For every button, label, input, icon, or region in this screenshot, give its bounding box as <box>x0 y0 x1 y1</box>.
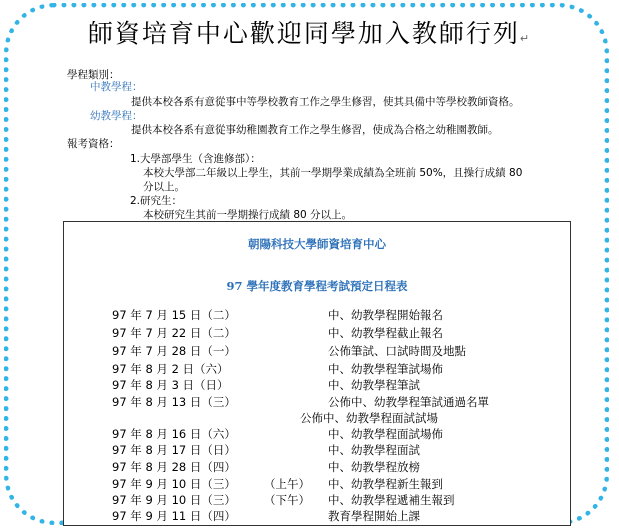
schedule-row <box>112 492 455 508</box>
eligibility-head-graduate: 2.研究生： <box>130 195 183 207</box>
schedule-event: 中、幼教學程筆試 <box>328 378 420 392</box>
schedule-note: （下午） <box>264 493 310 507</box>
schedule-date: 97 年 8 月 2 日（六） <box>112 362 229 376</box>
schedule-event: 中、幼教學程截止報名 <box>328 326 443 340</box>
page-title: 師資培育中心歡迎同學加入教師行列↵ <box>87 19 532 48</box>
schedule-row <box>112 508 420 524</box>
program-name-secondary: 中教學程： <box>90 81 143 93</box>
schedule-row <box>112 442 420 458</box>
schedule-row <box>112 459 420 475</box>
schedule-event: 中、幼教學程開始報名 <box>328 308 443 322</box>
eligibility-line: 本校研究生其前一學期操行成績 80 分以上。 <box>143 209 353 221</box>
eligibility-head-undergrad: 1.大學部學生（含進修部）： <box>130 153 261 165</box>
schedule-row <box>112 426 443 442</box>
schedule-event: 中、幼教學程遞補生報到 <box>328 493 455 507</box>
schedule-row <box>112 325 443 341</box>
schedule-date: 97 年 8 月 16 日（六） <box>112 427 236 441</box>
schedule-date: 97 年 9 月 11 日（四） <box>112 509 236 523</box>
schedule-row <box>112 394 489 410</box>
schedule-date: 97 年 8 月 28 日（四） <box>112 460 236 474</box>
box-subheading: 97 學年度教育學程考試預定日程表 <box>226 279 408 293</box>
schedule-date: 97 年 8 月 13 日（三） <box>112 395 236 409</box>
eligibility-label: 報考資格： <box>67 138 120 150</box>
schedule-date: 97 年 7 月 28 日（一） <box>112 344 236 358</box>
schedule-note: （上午） <box>264 477 310 491</box>
program-types-label: 學程類別： <box>67 69 120 81</box>
schedule-date: 97 年 9 月 10 日（三） <box>112 477 236 491</box>
schedule-row <box>112 377 420 393</box>
schedule-event: 中、幼教學程放榜 <box>328 460 420 474</box>
box-heading: 朝陽科技大學師資培育中心 <box>248 237 386 251</box>
schedule-row <box>112 343 466 359</box>
schedule-date: 97 年 9 月 10 日（三） <box>112 493 236 507</box>
schedule-date: 97 年 7 月 15 日（二） <box>112 308 236 322</box>
schedule-event: 公佈筆試、口試時間及地點 <box>328 344 466 358</box>
schedule-box <box>63 221 571 526</box>
schedule-date: 97 年 8 月 3 日（日） <box>112 378 229 392</box>
schedule-date: 97 年 7 月 22 日（二） <box>112 326 236 340</box>
schedule-event-secondary: 公佈中、幼教學程面試試場 <box>300 411 438 425</box>
schedule-event: 中、幼教學程筆試場佈 <box>328 362 443 376</box>
eligibility-line: 本校大學部二年級以上學生，其前一學期學業成績為全班前 50%，且操行成績 80 <box>143 167 523 179</box>
schedule-date: 97 年 8 月 17 日（日） <box>112 443 236 457</box>
schedule-event: 公佈中、幼教學程筆試通過名單 <box>328 395 489 409</box>
program-desc-kindergarten: 提供本校各系有意從事幼稚園教育工作之學生修習，使成為合格之幼稚園教師。 <box>131 124 499 136</box>
schedule-row <box>112 307 443 323</box>
program-desc-secondary: 提供本校各系有意從事中等學校教育工作之學生修習，使其具備中等學校教師資格。 <box>131 96 520 108</box>
schedule-event: 中、幼教學程面試場佈 <box>328 427 443 441</box>
schedule-event: 教育學程開始上課 <box>328 509 420 523</box>
schedule-event: 中、幼教學程新生報到 <box>328 477 443 491</box>
program-name-kindergarten: 幼教學程： <box>90 110 143 122</box>
schedule-row <box>112 476 443 492</box>
schedule-row <box>112 361 443 377</box>
schedule-event: 中、幼教學程面試 <box>328 443 420 457</box>
eligibility-line: 分以上。 <box>143 181 185 193</box>
